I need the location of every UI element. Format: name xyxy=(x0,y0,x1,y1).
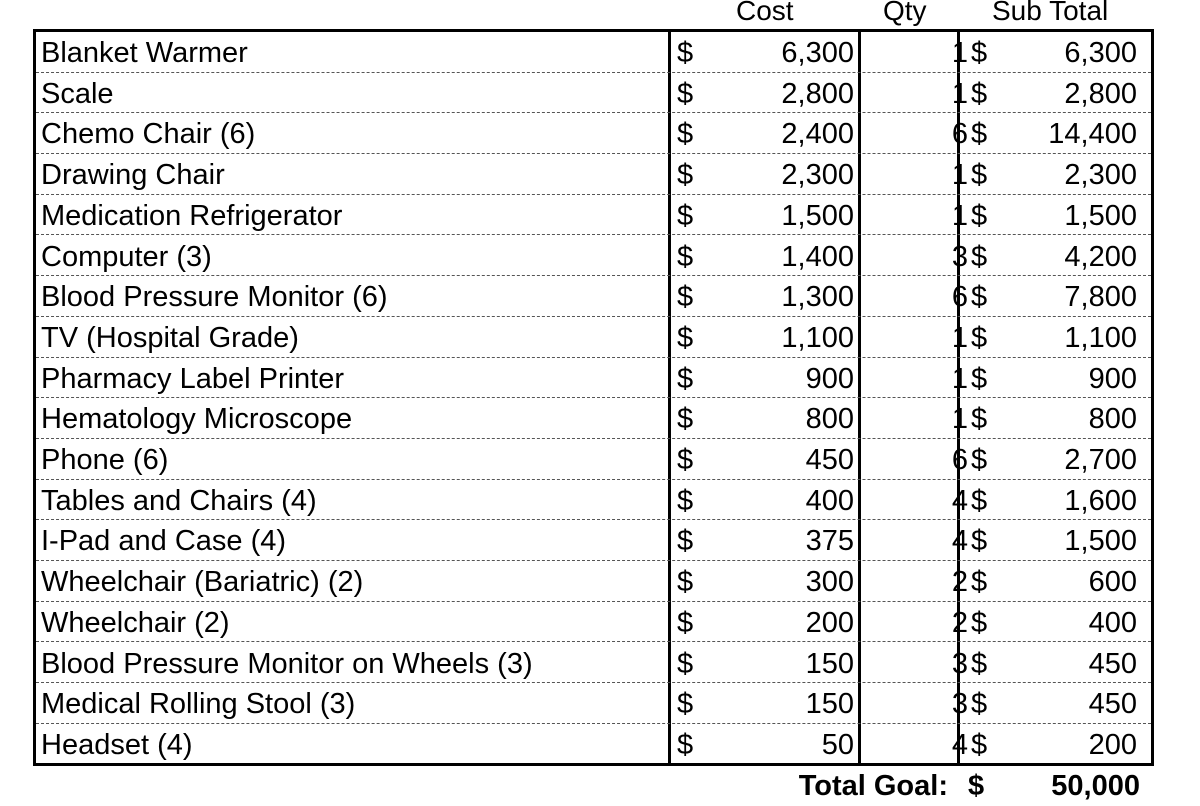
cost-currency: $ xyxy=(677,281,694,314)
cost-value: 2,400 xyxy=(781,118,854,151)
cost-value: 300 xyxy=(805,566,854,599)
subtotal-value: 2,300 xyxy=(1064,159,1137,192)
cost-value: 200 xyxy=(805,606,854,639)
subtotal-currency: $ xyxy=(971,281,988,314)
cost-value: 150 xyxy=(805,688,854,721)
table-row xyxy=(36,683,1151,724)
subtotal-currency: $ xyxy=(971,647,988,680)
subtotal-value: 1,500 xyxy=(1064,199,1137,232)
item-name: Headset (4) xyxy=(41,728,193,761)
item-name: TV (Hospital Grade) xyxy=(41,321,299,354)
qty-value: 3 xyxy=(951,688,968,721)
table-row xyxy=(36,643,1151,684)
cost-currency: $ xyxy=(677,159,694,192)
item-name: Blanket Warmer xyxy=(41,37,248,69)
item-name: Blood Pressure Monitor (6) xyxy=(41,281,388,314)
subtotal-currency: $ xyxy=(971,37,988,69)
table-row xyxy=(36,398,1151,439)
subtotal-value: 400 xyxy=(1088,606,1137,639)
table-row xyxy=(36,236,1151,277)
item-name: Computer (3) xyxy=(41,240,212,273)
table-row xyxy=(36,154,1151,195)
equipment-table xyxy=(33,29,1154,766)
subtotal-value: 200 xyxy=(1088,728,1137,761)
table-row xyxy=(36,561,1151,602)
table-row xyxy=(36,724,1151,765)
qty-value: 4 xyxy=(951,484,968,517)
cost-currency: $ xyxy=(677,444,694,476)
total-goal-label: Total Goal: xyxy=(798,770,948,802)
qty-value: 6 xyxy=(951,281,968,314)
subtotal-currency: $ xyxy=(971,199,988,232)
cost-value: 900 xyxy=(805,362,854,395)
cost-value: 1,500 xyxy=(781,199,854,232)
subtotal-currency: $ xyxy=(971,606,988,639)
qty-value: 4 xyxy=(951,728,968,761)
table-row xyxy=(36,113,1151,154)
item-name: Pharmacy Label Printer xyxy=(41,362,345,395)
item-name: Wheelchair (2) xyxy=(41,606,230,639)
subtotal-currency: $ xyxy=(971,566,988,599)
cost-currency: $ xyxy=(677,118,694,151)
subtotal-currency: $ xyxy=(971,525,988,558)
header-subtotal: Sub Total xyxy=(992,0,1109,26)
item-name: Drawing Chair xyxy=(41,159,225,192)
subtotal-currency: $ xyxy=(971,159,988,192)
subtotal-value: 450 xyxy=(1088,688,1137,721)
cost-value: 450 xyxy=(805,444,854,476)
subtotal-value: 6,300 xyxy=(1064,37,1137,69)
cost-currency: $ xyxy=(677,647,694,680)
item-name: Phone (6) xyxy=(41,444,169,476)
subtotal-currency: $ xyxy=(971,484,988,517)
cost-value: 1,400 xyxy=(781,240,854,273)
qty-value: 2 xyxy=(951,566,968,599)
cost-currency: $ xyxy=(677,688,694,721)
subtotal-value: 14,400 xyxy=(1048,118,1137,151)
subtotal-value: 2,800 xyxy=(1064,77,1137,110)
cost-currency: $ xyxy=(677,484,694,517)
subtotal-value: 4,200 xyxy=(1064,240,1137,273)
cost-currency: $ xyxy=(677,362,694,395)
table-row xyxy=(36,195,1151,236)
table-row xyxy=(36,520,1151,561)
subtotal-value: 1,600 xyxy=(1064,484,1137,517)
total-goal-value: 50,000 xyxy=(1051,770,1140,802)
qty-value: 1 xyxy=(951,321,968,354)
cost-currency: $ xyxy=(677,728,694,761)
item-name: Blood Pressure Monitor on Wheels (3) xyxy=(41,647,533,680)
qty-value: 6 xyxy=(951,444,968,476)
subtotal-value: 600 xyxy=(1088,566,1137,599)
cost-currency: $ xyxy=(677,199,694,232)
subtotal-value: 7,800 xyxy=(1064,281,1137,314)
cost-value: 2,300 xyxy=(781,159,854,192)
subtotal-value: 2,700 xyxy=(1064,444,1137,476)
qty-value: 3 xyxy=(951,647,968,680)
subtotal-currency: $ xyxy=(971,77,988,110)
subtotal-currency: $ xyxy=(971,118,988,151)
table-row xyxy=(36,439,1151,480)
subtotal-currency: $ xyxy=(971,688,988,721)
cost-value: 150 xyxy=(805,647,854,680)
cost-value: 1,300 xyxy=(781,281,854,314)
table-row xyxy=(36,602,1151,643)
cost-currency: $ xyxy=(677,403,694,436)
item-name: Wheelchair (Bariatric) (2) xyxy=(41,566,364,599)
subtotal-currency: $ xyxy=(971,444,988,476)
total-goal-currency: $ xyxy=(968,770,985,802)
subtotal-currency: $ xyxy=(971,321,988,354)
item-name: Medication Refrigerator xyxy=(41,199,343,232)
cost-value: 800 xyxy=(805,403,854,436)
cost-currency: $ xyxy=(677,77,694,110)
table-row xyxy=(36,358,1151,399)
qty-value: 3 xyxy=(951,240,968,273)
qty-value: 1 xyxy=(951,159,968,192)
cost-currency: $ xyxy=(677,240,694,273)
table-row xyxy=(36,480,1151,521)
qty-value: 6 xyxy=(951,118,968,151)
subtotal-value: 1,100 xyxy=(1064,321,1137,354)
cost-value: 375 xyxy=(805,525,854,558)
qty-value: 1 xyxy=(951,37,968,69)
cost-value: 50 xyxy=(821,728,854,761)
qty-value: 1 xyxy=(951,199,968,232)
subtotal-currency: $ xyxy=(971,362,988,395)
item-name: Chemo Chair (6) xyxy=(41,118,256,151)
qty-value: 1 xyxy=(951,403,968,436)
item-name: I-Pad and Case (4) xyxy=(41,525,287,558)
subtotal-currency: $ xyxy=(971,728,988,761)
subtotal-value: 1,500 xyxy=(1064,525,1137,558)
item-name: Scale xyxy=(41,77,114,110)
cost-currency: $ xyxy=(677,525,694,558)
header-qty: Qty xyxy=(883,0,927,26)
item-name: Medical Rolling Stool (3) xyxy=(41,688,356,721)
subtotal-currency: $ xyxy=(971,240,988,273)
table-row xyxy=(36,276,1151,317)
table-row xyxy=(36,73,1151,114)
qty-value: 1 xyxy=(951,362,968,395)
qty-value: 2 xyxy=(951,606,968,639)
cost-currency: $ xyxy=(677,606,694,639)
subtotal-currency: $ xyxy=(971,403,988,436)
item-name: Hematology Microscope xyxy=(41,403,353,436)
qty-value: 1 xyxy=(951,77,968,110)
subtotal-value: 450 xyxy=(1088,647,1137,680)
cost-currency: $ xyxy=(677,566,694,599)
table-row xyxy=(36,32,1151,73)
cost-value: 1,100 xyxy=(781,321,854,354)
header-cost: Cost xyxy=(736,0,794,26)
qty-value: 4 xyxy=(951,525,968,558)
cost-value: 400 xyxy=(805,484,854,517)
table-row xyxy=(36,317,1151,358)
cost-currency: $ xyxy=(677,321,694,354)
cost-value: 6,300 xyxy=(781,37,854,69)
cost-value: 2,800 xyxy=(781,77,854,110)
item-name: Tables and Chairs (4) xyxy=(41,484,317,517)
cost-currency: $ xyxy=(677,37,694,69)
subtotal-value: 900 xyxy=(1088,362,1137,395)
subtotal-value: 800 xyxy=(1088,403,1137,436)
